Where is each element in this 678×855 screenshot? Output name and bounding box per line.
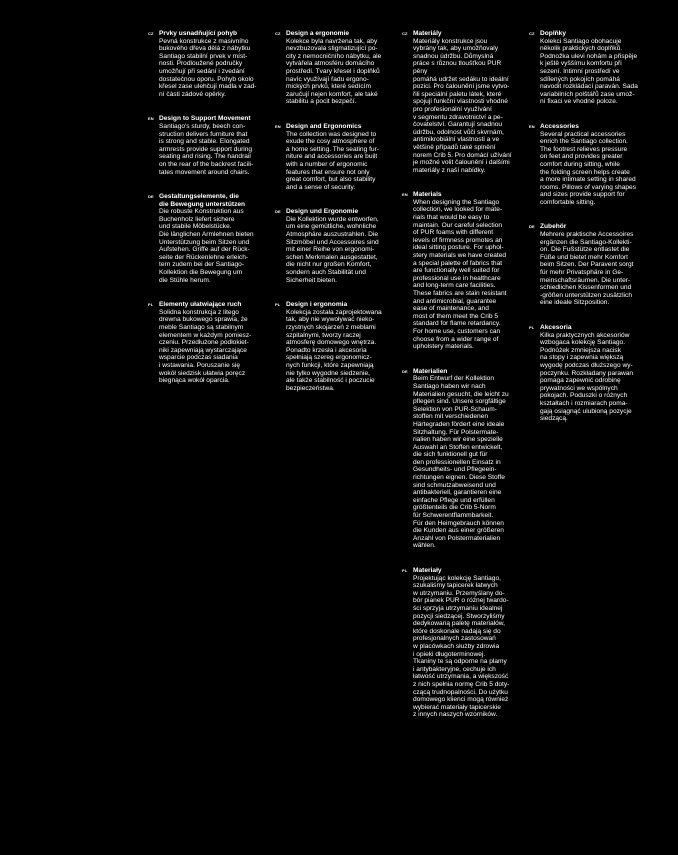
text-block [529,123,643,207]
text-block [529,324,643,423]
section-body: Kolekcja została zaprojektowana tak, aby nie wywoływać niеko- rzystnych skojarzeń z meblami szpitalnymi, tworzy raczej atmosferę domowego wnętrza. Ponadto krzesła i akcesoria spełniają szereg ergonomicz- nych funkcji, które zapewniają nie tylko wygodne siedzenie, ale także stabilność i poczucie bezpieczeństwa. [286,308,382,392]
section-heading: Akcesoria [540,324,572,331]
section-heading: Materialien [413,367,448,375]
section-heading: Materiały [413,567,442,574]
section-heading: Materials [413,191,442,199]
section-body: Mehrere praktische Accessoires ergänzen die Santiago-Kollekti- on. Die Fußstütze entlastet die Füße und bietet mehr Komfort beim Sitzen. Der Paravent sorgt für mehr Privatsphäre in Ge- meinschaftsräumen. Die unter- schiedlichen Kissenformen und -größen unterstützen zusätzlich eine ideale Sitzposition. [540,231,634,307]
section-heading: Design to Support Movement [159,115,251,123]
section-heading: Design i ergonomia [286,301,348,309]
section-heading: Accessories [540,122,579,130]
section-body: Projektując kolekcję Santiago, szukaliśmy tapicerek łatwych w utrzymaniu. Przemyślany do- bór pianek PUR o różnej twardo- ści sprzyja utrzymaniu idealnej pozycji siedzącej. Stworzyliśmy dedykowaną paletę materiałów, które doskonale nadają się do profesjonalnych zastosowań w placówkach służby zdrowia i opieki długoterminowej. Tkaniny te są odporne na plamy i antybakteryjne, cechuje ich łatwość utrzymania, a większość z nich spełnia normę Crib 5 doty- czącą trudnopalności. Do użytku domowego klienci mogą również wybierać materiały tapicerskie z innych naszych wzorników. [413,574,510,719]
language-tag: CZ [529,31,535,36]
section-heading: Design a ergonomie [286,30,350,37]
text-block [402,191,516,350]
language-tag: DE [275,209,281,215]
section-heading: Design and Ergonomics [286,122,362,130]
text-block [529,223,643,307]
text-block [148,193,262,284]
text-block [148,30,262,98]
section-body: Solidna konstrukcja z litego drewna bukowego sprawia, że meble Santiago są stabilnym elementem w każdym pomiesz- czeniu. Przedłużone podłokiet- niki zapewniają wystarczające wsparcie podczas siadania i wstawania. Poruszanie się wokół siedzisk ułatwia poręcz biegnąca wokół oparcia. [159,308,252,385]
section-body: Several practical accessories enrich the Santiago collection. The footrest relieves pressure on feet and provides greater comfort during sitting, while the folding screen helps create a more intimate setting in shared rooms. Pillows of varying shapes and sizes provide support for comfortable sitting. [540,130,637,206]
section-heading: Gestaltungselemente, die die Bewegung unterstützen [159,193,246,208]
text-block [148,115,262,176]
section-body: Pevná konstrukce z masivního bukového dřeva dělá z nábytku Santiago stabilní prvek v míst- nosti. Prodloužené područky umožňují při sedání i zvedání dostatečnou oporu. Pohyb okolo křesel zase ulehčují madla v zad- ní části zádové opěrky. [159,37,257,98]
language-tag: DE [402,368,408,374]
section-body: Die Kollektion wurde entworfen, um eine gemütliche, wohnliche Atmosphäre auszustrahlen. Die Sitzmöbel und Accessoires sind mit einer Reihe von ergonomi- schen Merkmalen ausgestattet, die nicht nur großen Komfort, sondern auch Stabilität und Sicherheit bieten. [286,215,379,284]
section-body: When designing the Santiago collection, we looked for mate- rials that would be easy to maintain. Our careful selection of PUR foams with different levels of firmness promotes an ideal sitting posture. For uphol- stery materials we have created a special palette of fabrics that are functionally well suited for professional use in healthcare and long-term care facilities. These fabrics are stain resistant and antimicrobial, guarantee ease of maintenance, and most of them meet the Crib 5 standard for flame retardancy. For home use, customers can choose from a wider range of upholstery materials. [413,198,507,351]
text-block [148,301,262,385]
section-body: Santiago's sturdy, beech con- struction delivers furniture that is strong and stable. Elongated armrests provide support during seating and rising. The handrail on the rear of the backrest facili- tates movement around chairs. [159,122,254,176]
section-body: Beim Entwurf der Kollektion Santiago haben wir nach Materialien gesucht, die leicht zu pflegen sind. Unsere sorgfältige Selektion von PUR-Schaum- stoffen mit verschiedenen Härtegraden fördert eine ideale Sitzhaltung. Für Polstermate- rialien haben wir eine spezielle Auswahl an Stoffen entwickelt, die sich funktionell gut für den professionellen Einsatz in Gesundheits- und Pflegeein- richtungen eignen. Diese Stoffe sind schmutzabweisend und antibakteriell, garantieren eine einfache Pflege und erfüllen größtenteils die Crib 5-Norm für Schwerentflammbarkeit. Für den Heimgebrauch können die Kunden aus einer größeren Anzahl von Polstermaterialien wählen. [413,375,509,550]
section-body: Materiály konstrukce jsou vybrány tak, aby umožňovaly snadnou údržbu. Důmyslná práce s různou tloušťkou PUR pěny pomáhá udržet sedáku to ideální pozici. Pro čalounění jsme vytvo- řili speciální paletu látek, které spojují funkční vlastnosti vhodné pro profesionální využívání v segmentu zdravotnictví a pe- čovatelství. Garantují snadnou údržbu, odolnost vůči skvrnám, antimikrobiální vlastnosti a ve většině případů také splnění norem Crib 5. Pro domácí užívání je možné volit čalounění i dalšími materiály z naší nabídky. [413,37,512,174]
section-heading: Zubehör [540,223,567,231]
section-heading: Elementy ułatwiające ruch [159,301,242,309]
language-tag: EN [148,116,154,122]
section-body: The collection was designed to exude the cosy atmosphere of a home setting. The seating fur- niture and accessories are built with a number of ergonomic features that ensure not only great comfort, but also stability and a sense of security. [286,130,379,191]
language-tag: DE [148,194,154,200]
text-block [275,123,389,191]
language-tag: CZ [402,31,408,36]
section-body: Kolekci Santiago obohacuje několik praktických doplňků. Podnožka ulevi nohám a přispěje k ještě vyššímu komfortu při sezení. Intimní prostředí ve sdílených pokojích pomáhá navodit rozkládací paraván. Sada variabilních polštářů zase umož- ní fixaci ve vhodné poloze. [540,37,638,106]
text-block [275,301,389,392]
text-column-3 [402,30,516,736]
text-column-1 [148,30,262,402]
text-block [275,30,389,106]
text-block [402,30,516,174]
language-tag: PL [402,568,408,573]
text-block [275,208,389,284]
text-block [402,368,516,550]
section-body: Die robuste Konstruktion aus Buchenholz liefert sichere und stabile Möbelstücke. Die länglichen Armlehnen bieten Unterstützung beim Sitzen und Aufstehen. Griffe auf der Rück- seite der Rückenlehne erleich- tern zudem bei der Santiago- Kollektion die Bewegung um die Stühle herum. [159,208,254,284]
language-tag: PL [529,325,535,330]
language-tag: EN [402,192,408,198]
language-tag: CZ [275,31,281,36]
section-heading: Prvky usnadňující pohyb [159,30,238,37]
section-body: Kilka praktycznych akcesoriów wzbogaca kolekcję Santiago. Podnóżek zmniejsza nacisk na stopy i zapewnia większą wygodę podczas dłuższego wy- poczynku. Rozkładany parawan pomaga zapewnić odrobinę prywatności we wspólnych pokojach. Poduszki o różnych kształtach i rozmiarach poma- gają osiągnąć ulubioną pozycje siedzącą. [540,331,634,423]
text-block [529,30,643,106]
language-tag: EN [275,123,281,129]
language-tag: CZ [148,31,154,36]
section-heading: Design und Ergonomie [286,208,359,216]
language-tag: DE [529,224,535,230]
text-block [402,567,516,719]
section-heading: Materiály [413,30,442,37]
text-column-4 [529,30,643,440]
language-tag: PL [275,302,281,308]
text-column-2 [275,30,389,409]
section-body: Kolekce byla navržena tak, aby nevzbuzovala stigmatizující po- city z nemocničního nábytku, ale vytvářela atmosféru domácího prostředí. Tvary křesel i doplňků navíc využívají řadu ergono- mických prvků, které sedícím zaručují nejen komfort, ale také stabilitu a pocit bezpečí. [286,37,382,106]
language-tag: PL [148,302,154,308]
section-heading: Doplňky [540,30,567,37]
language-tag: EN [529,123,535,129]
